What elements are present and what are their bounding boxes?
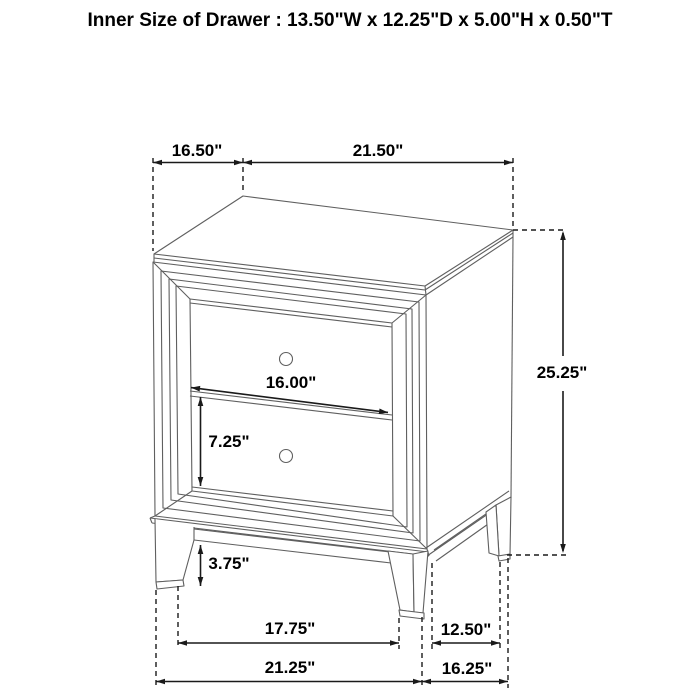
dim-label-base-width: 21.25"	[264, 658, 316, 677]
drawer-knob-bottom	[280, 450, 293, 463]
dim-label-top-width: 21.50"	[352, 141, 404, 160]
front-left-leg	[155, 519, 194, 589]
dim-label-drawer-width: 16.00"	[265, 373, 317, 392]
dim-label-overall-height: 25.25"	[536, 363, 588, 382]
nightstand-line-art	[150, 196, 513, 619]
drawer-fronts	[190, 303, 393, 511]
front-right-leg	[388, 551, 428, 619]
front-frame	[153, 262, 427, 549]
page-title: Inner Size of Drawer : 13.50"W x 12.25"D x 5.00"H x 0.50"T	[87, 10, 613, 31]
dim-label-drawer-height: 7.25"	[208, 432, 250, 451]
dim-label-leg-height: 3.75"	[208, 554, 250, 573]
dim-label-top-depth: 16.50"	[171, 141, 223, 160]
dim-label-side-leg-spacing: 12.50"	[440, 620, 492, 639]
back-right-leg	[486, 497, 511, 561]
dim-label-base-depth: 16.25"	[441, 659, 493, 678]
dim-label-front-leg-spacing: 17.75"	[264, 619, 316, 638]
drawer-knob-top	[280, 353, 293, 366]
